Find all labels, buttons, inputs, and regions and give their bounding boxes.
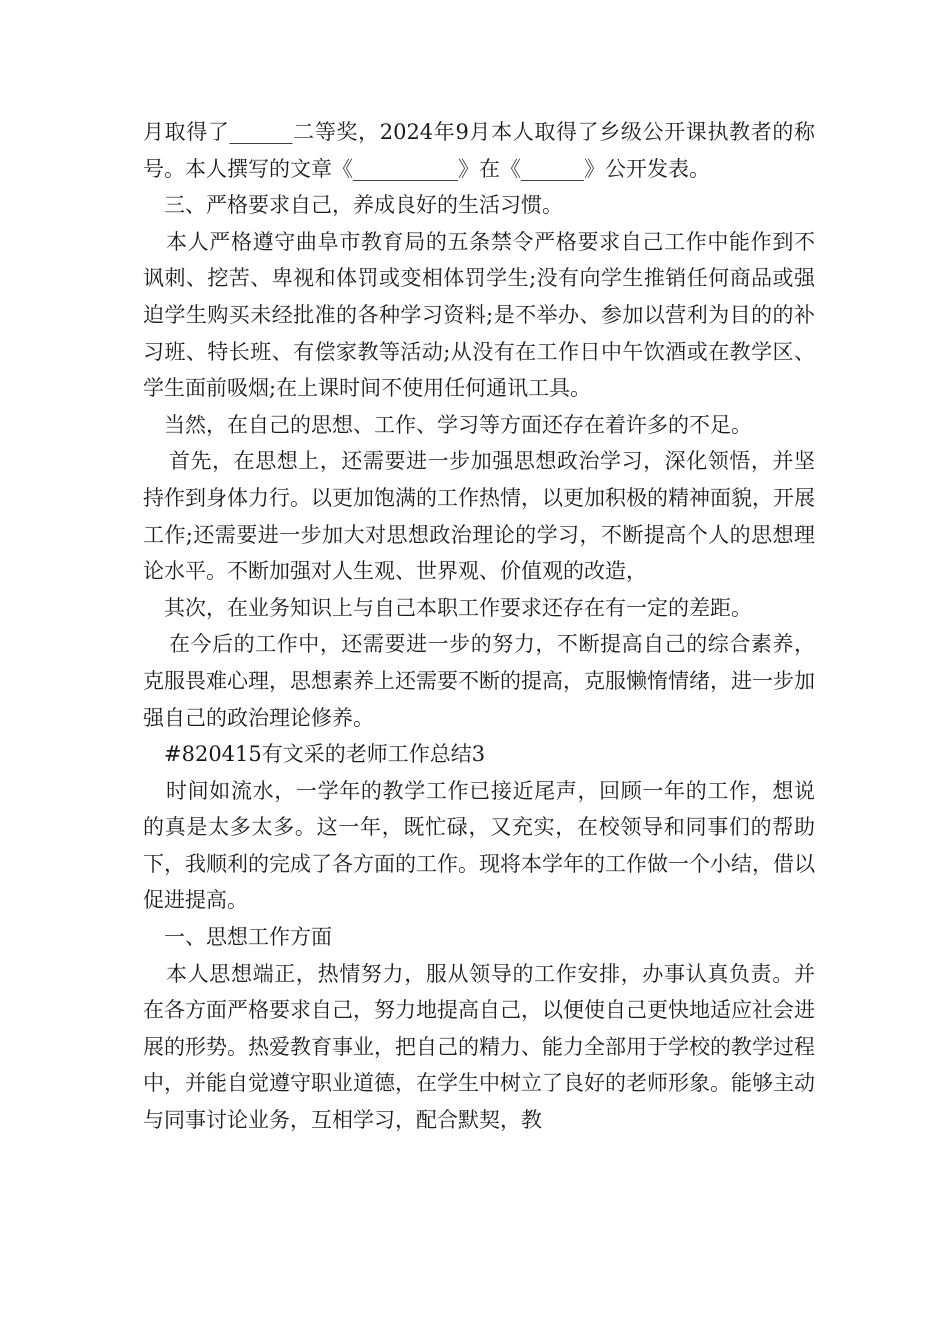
section-heading-strict-habits: 三、严格要求自己，养成良好的生活习惯。 [164, 193, 563, 218]
paragraph-first-ideology: 首先，在思想上，还需要进一步加强思想政治学习，深化领悟，并坚持作到身体力行。以更加饱满的工作热情，以更加积极的精神面貌，开展工作;还需要进一步加大对思想政治理论的学习，不断提高个人的思想理论水平。不断加强对人生观、世界观、价值观的改造， [143, 449, 815, 584]
section-heading-ideology-work: 一、思想工作方面 [164, 925, 332, 950]
document-body [143, 114, 815, 1139]
paragraph-award-continuation: 月取得了______二等奖，2024年9月本人取得了乡级公开课执教者的称号。本人撰写的文章《__________》在《______》公开发表。 [143, 120, 815, 181]
paragraph-ideology-details: 本人思想端正，热情努力，服从领导的工作安排，办事认真负责。并在各方面严格要求自己，努力地提高自己，以便使自己更快地适应社会进展的形势。热爱教育事业，把自己的精力、能力全部用于学校的教学过程中，并能自觉遵守职业道德，在学生中树立了良好的老师形象。能够主动与同事讨论业务，互相学习，配合默契，教 [143, 961, 815, 1133]
paragraph-five-prohibitions: 本人严格遵守曲阜市教育局的五条禁令严格要求自己工作中能作到不讽刺、挖苦、卑视和体罚或变相体罚学生;没有向学生推销任何商品或强迫学生购买未经批准的各种学习资料;是不举办、参加以营利为目的的补习班、特长班、有偿家教等活动;从没有在工作日中午饮酒或在教学区、学生面前吸烟;在上课时间不使用任何通讯工具。 [143, 229, 815, 401]
paragraph-shortcomings: 当然，在自己的思想、工作、学习等方面还存在着许多的不足。 [164, 412, 752, 437]
paragraph-year-review: 时间如流水，一学年的教学工作已接近尾声，回顾一年的工作，想说的真是太多太多。这一年，既忙碌，又充实，在校领导和同事们的帮助下，我顺利的完成了各方面的工作。现将本学年的工作做一个小结，借以促进提高。 [143, 778, 815, 913]
article-title-summary-3: #820415有文采的老师工作总结3 [164, 742, 486, 767]
paragraph-future-work: 在今后的工作中，还需要进一步的努力，不断提高自己的综合素养，克服畏难心理，思想素养上还需要不断的提高，克服懒惰情绪，进一步加强自己的政治理论修养。 [143, 632, 815, 730]
paragraph-second-business: 其次，在业务知识上与自己本职工作要求还存在有一定的差距。 [164, 595, 752, 620]
